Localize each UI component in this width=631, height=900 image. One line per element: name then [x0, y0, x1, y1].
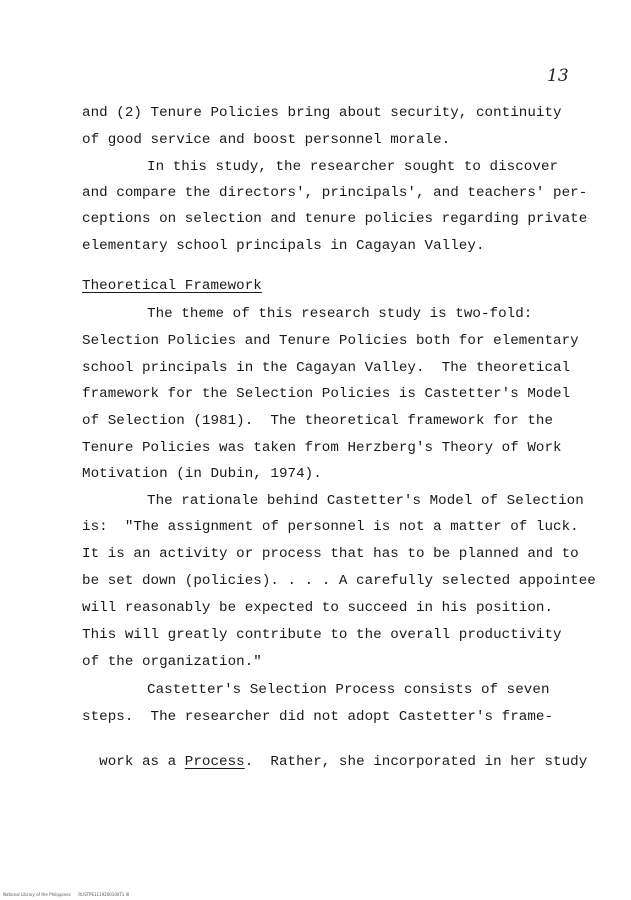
- text-line-18: be set down (policies). . . . A carefully selected appointee: [82, 573, 596, 589]
- text-line-1: and (2) Tenure Policies bring about security, continuity: [82, 105, 562, 121]
- text-line-2: of good service and boost personnel morale.: [82, 132, 451, 148]
- footer-watermark: [3, 892, 129, 897]
- text-line-13: Tenure Policies was taken from Herzberg's Theory of Work: [82, 440, 562, 456]
- text-line-6: elementary school principals in Cagayan Valley.: [82, 238, 485, 254]
- text-line-17: It is an activity or process that has to be planned and to: [82, 546, 579, 562]
- footer-code: RUSTPE1119200100T1 III: [78, 892, 130, 897]
- text-line-11: framework for the Selection Policies is Castetter's Model: [82, 386, 571, 402]
- text-line-8: The theme of this research study is two-fold:: [147, 306, 533, 322]
- text-line-14: Motivation (in Dubin, 1974).: [82, 466, 322, 482]
- text-line-24-start: work as a: [99, 754, 185, 770]
- text-line-15: The rationale behind Castetter's Model of Selection: [147, 493, 584, 509]
- text-line-12: of Selection (1981). The theoretical framework for the: [82, 413, 554, 429]
- text-line-22: Castetter's Selection Process consists of seven: [147, 682, 550, 698]
- text-line-24: [82, 735, 587, 771]
- text-line-5: ceptions on selection and tenure policies regarding private: [82, 211, 588, 227]
- text-line-21: of the organization.": [82, 654, 262, 670]
- text-line-10: school principals in the Cagayan Valley. The theoretical: [82, 360, 571, 376]
- footer-source: National Library of the Philippines: [3, 892, 71, 897]
- section-heading: Theoretical Framework: [82, 278, 262, 294]
- text-line-23: steps. The researcher did not adopt Castetter's frame-: [82, 709, 554, 725]
- text-line-9: Selection Policies and Tenure Policies both for elementary: [82, 333, 579, 349]
- text-line-3: In this study, the researcher sought to discover: [147, 159, 559, 175]
- text-line-20: This will greatly contribute to the overall productivity: [82, 627, 562, 643]
- text-line-24-end: . Rather, she incorporated in her study: [244, 754, 588, 770]
- text-line-19: will reasonably be expected to succeed in his position.: [82, 600, 554, 616]
- underlined-word-process: Process: [184, 754, 245, 770]
- text-line-4: and compare the directors', principals', and teachers' per-: [82, 185, 588, 201]
- text-line-16: is: "The assignment of personnel is not a matter of luck.: [82, 519, 579, 535]
- page-number: 13: [547, 66, 569, 86]
